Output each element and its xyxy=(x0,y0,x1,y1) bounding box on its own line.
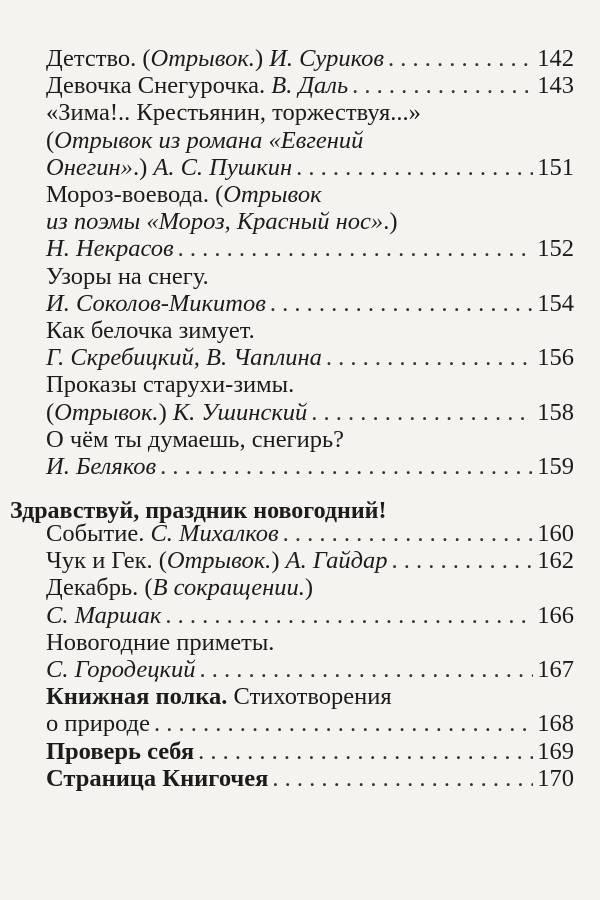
page-number: 159 xyxy=(537,453,574,480)
entry-text: Узоры на снегу. xyxy=(46,262,209,290)
entry-text: Декабрь. ( xyxy=(46,574,153,602)
entry-author: Отрывок. xyxy=(166,547,272,575)
entry-author: В. Даль xyxy=(271,72,349,100)
entry-title xyxy=(46,207,397,237)
entry-title xyxy=(46,601,161,631)
entry-title xyxy=(46,234,174,264)
leader-dots xyxy=(154,709,533,739)
leader-dots xyxy=(311,398,533,428)
entry-text: Как белочка зимует. xyxy=(46,317,255,344)
entry-title xyxy=(46,519,279,549)
page-number: 162 xyxy=(537,547,574,575)
leader-dots xyxy=(388,44,533,74)
entry-title xyxy=(46,343,322,373)
entry-title xyxy=(46,289,266,319)
entry-author: из поэмы «Мороз, Красный нос» xyxy=(46,208,384,236)
entry-author: А. Гайдар xyxy=(285,547,388,575)
toc-entry xyxy=(46,153,574,183)
entry-author: А. С. Пушкин xyxy=(153,153,293,181)
entry-title xyxy=(46,153,292,183)
page-number: 167 xyxy=(537,656,574,683)
toc-entry xyxy=(46,546,574,576)
entry-author: С. Михалков xyxy=(150,520,279,547)
entry-author: И. Беляков xyxy=(46,453,157,480)
entry-text: Событие. xyxy=(46,520,151,547)
entry-text: ( xyxy=(46,398,55,426)
entry-text: ) xyxy=(271,547,286,575)
leader-dots xyxy=(270,289,533,319)
page-number: 168 xyxy=(537,710,574,738)
toc-entry xyxy=(46,234,574,264)
toc-entry xyxy=(46,98,574,128)
page-number: 166 xyxy=(537,601,574,629)
entry-title xyxy=(46,262,209,292)
leader-dots xyxy=(283,519,534,549)
section-heading: Здравствуй, праздник новогодний! xyxy=(10,498,387,524)
entry-text: Мороз-воевода. ( xyxy=(46,181,224,208)
entry-text: Проказы старухи-зимы. xyxy=(46,371,295,399)
entry-author: И. Соколов-Микитов xyxy=(46,289,266,317)
leader-dots xyxy=(160,452,533,482)
entry-title xyxy=(46,126,363,156)
entry-title xyxy=(46,180,322,210)
entry-text: ( xyxy=(46,126,55,154)
toc-entry xyxy=(46,180,574,210)
entry-author: Отрывок. xyxy=(150,45,255,72)
page-number: 170 xyxy=(537,764,574,792)
toc-entry xyxy=(46,601,574,631)
entry-bold-text: Страница Книгочея xyxy=(46,764,269,792)
entry-title xyxy=(46,398,307,428)
entry-author: Отрывок xyxy=(223,181,322,208)
page-number: 152 xyxy=(537,235,574,263)
entry-author: В сокращении. xyxy=(152,574,305,602)
entry-author: Г. Скребицкий, В. Чаплина xyxy=(46,344,322,372)
entry-author: Отрывок из романа «Евгений xyxy=(54,126,364,154)
entry-text: ) xyxy=(254,45,270,72)
page-number: 169 xyxy=(537,737,574,765)
toc-entry xyxy=(46,425,574,455)
toc-entry xyxy=(46,737,574,767)
leader-dots xyxy=(296,153,533,183)
entry-author: К. Ушинский xyxy=(172,398,308,426)
entry-title xyxy=(46,655,195,685)
leader-dots xyxy=(165,601,533,631)
leader-dots xyxy=(392,546,534,576)
entry-text: Стихотворения xyxy=(227,683,392,711)
entry-title xyxy=(46,682,392,712)
page-number: 142 xyxy=(537,45,574,72)
toc-entry xyxy=(46,71,574,101)
entry-author: С. Маршак xyxy=(46,601,162,629)
toc-entry xyxy=(46,370,574,400)
entry-title xyxy=(46,316,255,346)
entry-bold-text: Проверь себя xyxy=(46,737,195,765)
toc-entry xyxy=(46,316,574,346)
entry-title xyxy=(46,737,194,767)
entry-author: Онегин» xyxy=(46,153,133,181)
toc-entry xyxy=(46,398,574,428)
toc-entry xyxy=(46,573,574,603)
entry-text: о природе xyxy=(46,710,150,738)
toc-entry xyxy=(46,764,574,794)
toc-entry xyxy=(46,126,574,156)
toc-entry xyxy=(46,262,574,292)
leader-dots xyxy=(178,234,534,264)
entry-title xyxy=(46,44,384,74)
toc-entry xyxy=(46,207,574,237)
toc-entry xyxy=(46,44,574,74)
entry-title xyxy=(46,546,388,576)
toc-entry xyxy=(46,452,574,482)
toc-entry xyxy=(46,682,574,712)
entry-author: И. Суриков xyxy=(269,45,384,72)
page-number: 158 xyxy=(537,398,574,426)
entry-text: Новогодние приметы. xyxy=(46,628,275,656)
entry-title xyxy=(46,764,268,794)
entry-title xyxy=(46,370,294,400)
entry-author: Отрывок. xyxy=(54,398,159,426)
entry-text: Детство. ( xyxy=(46,45,151,72)
entry-bold-text: Книжная полка. xyxy=(46,683,228,711)
leader-dots xyxy=(352,71,533,101)
entry-text: .) xyxy=(383,208,398,236)
entry-author: Н. Некрасов xyxy=(46,235,174,263)
entry-text: О чём ты думаешь, снегирь? xyxy=(46,425,345,453)
page-number: 151 xyxy=(537,153,574,181)
entry-title xyxy=(46,98,421,128)
entry-text: ) xyxy=(304,574,314,602)
leader-dots xyxy=(272,764,533,794)
toc-entry xyxy=(46,628,574,658)
entry-title xyxy=(46,452,156,482)
page-number: 143 xyxy=(537,72,574,100)
page-number: 160 xyxy=(537,520,574,547)
toc-entry xyxy=(46,709,574,739)
entry-title xyxy=(46,573,313,603)
entry-text: Чук и Гек. ( xyxy=(46,547,167,575)
leader-dots xyxy=(199,655,533,685)
page-number: 154 xyxy=(537,289,574,317)
toc-entry xyxy=(46,519,574,549)
entry-author: С. Городецкий xyxy=(46,656,196,683)
entry-text: ) xyxy=(158,398,173,426)
toc-entry xyxy=(46,343,574,373)
leader-dots xyxy=(326,343,533,373)
toc-entry xyxy=(46,655,574,685)
entry-title xyxy=(46,71,348,101)
entry-text: Девочка Снегурочка. xyxy=(46,72,272,100)
page-number: 156 xyxy=(537,344,574,372)
entry-text: «Зима!.. Крестьянин, торжествуя...» xyxy=(46,99,421,127)
entry-text: .) xyxy=(132,153,154,181)
toc-entry xyxy=(46,289,574,319)
entry-title xyxy=(46,628,274,658)
leader-dots xyxy=(198,737,533,767)
entry-title xyxy=(46,425,344,455)
entry-title xyxy=(46,709,150,739)
